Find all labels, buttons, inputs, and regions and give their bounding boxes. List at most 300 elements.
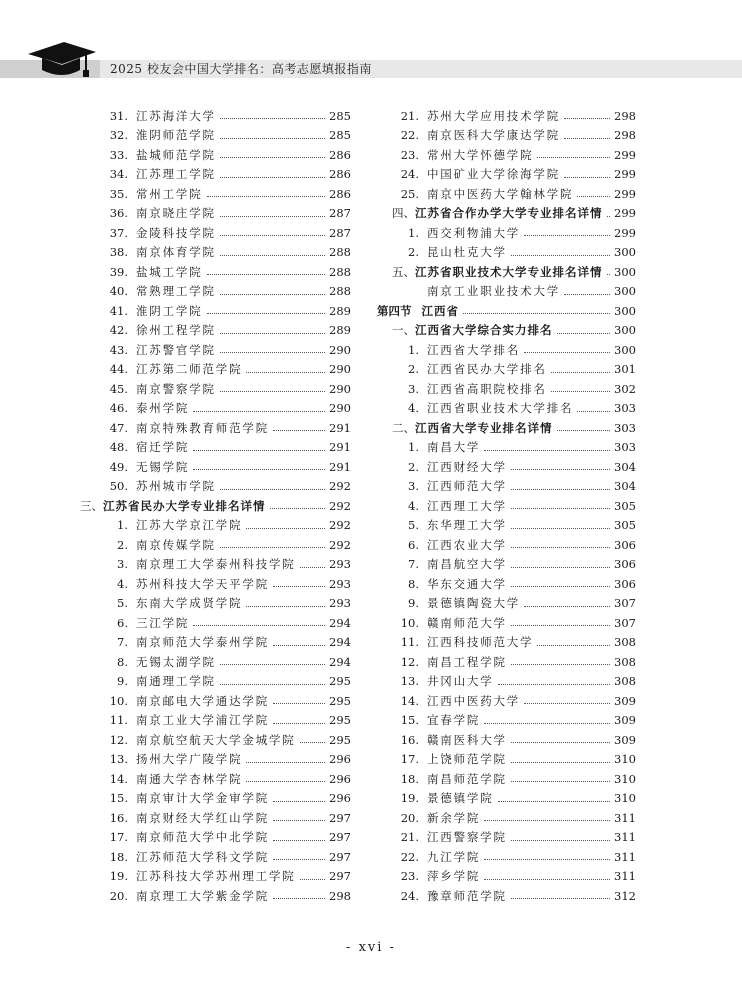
toc-entry[interactable]: [108, 535, 351, 555]
toc-entry-number: 11.: [109, 713, 128, 728]
toc-page-number: 290: [329, 362, 351, 377]
toc-dot-leader: [577, 196, 610, 197]
toc-entry[interactable]: [377, 184, 636, 204]
toc-section-heading[interactable]: [377, 301, 636, 321]
toc-entry[interactable]: [108, 262, 351, 282]
toc-entry-title: 西交利物浦大学: [427, 225, 521, 240]
toc-entry-title: 江西中医药大学: [427, 693, 521, 708]
toc-entry-number: 32.: [109, 128, 128, 143]
toc-dot-leader: [511, 742, 610, 743]
toc-entry[interactable]: [377, 457, 636, 477]
toc-left-column: [80, 106, 351, 906]
toc-entry-title: 南京工业职业技术大学: [427, 284, 560, 299]
toc-dot-leader: [207, 196, 326, 197]
toc-entry[interactable]: [108, 301, 351, 321]
toc-entry-title: 金陵科技学院: [136, 225, 216, 240]
toc-entry[interactable]: [108, 418, 351, 438]
toc-dot-leader: [246, 372, 325, 373]
toc-entry-number: 21.: [400, 108, 419, 123]
toc-entry-title: 江西省大学综合实力排名: [415, 323, 553, 338]
toc-entry-title: 江西省大学专业排名详情: [415, 420, 553, 435]
toc-entry-title: 苏州大学应用技术学院: [427, 108, 560, 123]
toc-entry[interactable]: [377, 555, 636, 575]
toc-entry[interactable]: [108, 555, 351, 575]
toc-entry-title: 新余学院: [427, 810, 481, 825]
toc-entry-title: 南昌师范学院: [427, 771, 507, 786]
toc-dot-leader: [220, 489, 325, 490]
toc-entry-number: 31.: [109, 108, 128, 123]
toc-entry-title: 扬州大学广陵学院: [136, 752, 243, 767]
toc-page-number: 308: [614, 654, 636, 669]
toc-entry[interactable]: [108, 399, 351, 419]
toc-entry-number: 36.: [109, 206, 128, 221]
toc-dot-leader: [300, 567, 325, 568]
toc-dot-leader: [273, 586, 325, 587]
toc-entry-number: 2.: [408, 245, 419, 260]
toc-section-heading[interactable]: [377, 418, 636, 438]
toc-page-number: 292: [329, 537, 351, 552]
toc-page-number: 287: [329, 206, 351, 221]
toc-entry-title: 南京传媒学院: [136, 537, 216, 552]
toc-page-number: 297: [329, 849, 351, 864]
toc-entry-title: 中国矿业大学徐海学院: [427, 167, 560, 182]
toc-entry-number: 24.: [400, 888, 419, 903]
toc-dot-leader: [564, 294, 610, 295]
toc-dot-leader: [273, 859, 325, 860]
toc-entry[interactable]: [108, 613, 351, 633]
toc-dot-leader: [564, 177, 610, 178]
toc-entry-title: 景德镇学院: [427, 791, 494, 806]
toc-entry[interactable]: [377, 828, 636, 848]
toc-page-number: 303: [614, 401, 636, 416]
toc-entry[interactable]: [108, 691, 351, 711]
toc-entry-title: 淮阴工学院: [136, 303, 203, 318]
toc-dot-leader: [246, 781, 325, 782]
toc-page-number: 292: [329, 498, 351, 513]
toc-dot-leader: [484, 879, 610, 880]
toc-entry-number: 3.: [117, 557, 128, 572]
toc-dot-leader: [300, 879, 325, 880]
toc-entry-title: 宜春学院: [427, 713, 481, 728]
toc-entry-title: 无锡太湖学院: [136, 654, 216, 669]
toc-entry[interactable]: [108, 789, 351, 809]
toc-entry[interactable]: [108, 633, 351, 653]
toc-page-number: 309: [614, 713, 636, 728]
toc-entry[interactable]: [377, 789, 636, 809]
toc-entry-number: 35.: [109, 186, 128, 201]
toc-entry[interactable]: [108, 282, 351, 302]
toc-page-number: 295: [329, 732, 351, 747]
toc-entry[interactable]: [377, 438, 636, 458]
toc-entry-title: 江西农业大学: [427, 537, 507, 552]
toc-entry-number: 17.: [400, 752, 419, 767]
toc-entry[interactable]: [108, 711, 351, 731]
toc-entry[interactable]: [377, 106, 636, 126]
toc-entry[interactable]: [377, 516, 636, 536]
toc-dot-leader: [270, 508, 326, 509]
toc-entry-title: 江苏省合作办学大学专业排名详情: [415, 206, 603, 221]
toc-page-number: 297: [329, 810, 351, 825]
toc-entry[interactable]: [377, 223, 636, 243]
toc-page-number: 303: [614, 420, 636, 435]
toc-dot-leader: [220, 138, 325, 139]
toc-dot-leader: [524, 606, 610, 607]
toc-dot-leader: [607, 274, 611, 275]
toc-entry-number: 6.: [117, 615, 128, 630]
toc-entry-title: 南京航空航天大学金城学院: [136, 732, 296, 747]
toc-entry[interactable]: [108, 379, 351, 399]
toc-dot-leader: [511, 469, 610, 470]
toc-entry-number: 23.: [400, 869, 419, 884]
toc-entry[interactable]: [108, 223, 351, 243]
toc-entry-title: 江西省高职院校排名: [427, 381, 547, 396]
toc-entry[interactable]: [377, 847, 636, 867]
toc-dot-leader: [537, 645, 610, 646]
toc-page-number: 296: [329, 791, 351, 806]
toc-page-number: 290: [329, 342, 351, 357]
toc-page-number: 310: [614, 791, 636, 806]
toc-dot-leader: [300, 742, 325, 743]
toc-entry-title: 南京师范大学泰州学院: [136, 635, 269, 650]
toc-entry[interactable]: [108, 477, 351, 497]
toc-entry[interactable]: [108, 750, 351, 770]
toc-section-heading[interactable]: [377, 262, 636, 282]
toc-entry-number: 18.: [400, 771, 419, 786]
toc-entry-title: 泰州学院: [136, 401, 190, 416]
toc-page-number: 296: [329, 771, 351, 786]
toc-entry[interactable]: [377, 535, 636, 555]
toc-dot-leader: [524, 235, 610, 236]
toc-entry-title: 徐州工程学院: [136, 323, 216, 338]
toc-entry[interactable]: [377, 613, 636, 633]
toc-entry-number: 19.: [400, 791, 419, 806]
toc-entry-number: 19.: [109, 869, 128, 884]
toc-entry[interactable]: [377, 340, 636, 360]
toc-entry-title: 无锡学院: [136, 459, 190, 474]
toc-entry[interactable]: [108, 867, 351, 887]
toc-page-number: 311: [614, 810, 636, 825]
toc-dot-leader: [220, 547, 325, 548]
toc-entry[interactable]: [377, 360, 636, 380]
toc-section-heading[interactable]: [377, 204, 636, 224]
toc-dot-leader: [220, 177, 325, 178]
toc-entry[interactable]: [108, 847, 351, 867]
toc-entry[interactable]: [377, 711, 636, 731]
toc-entry-title: 南京警察学院: [136, 381, 216, 396]
toc-entry-number: 13.: [400, 674, 419, 689]
toc-entry[interactable]: [377, 886, 636, 906]
toc-entry-number: 12.: [400, 654, 419, 669]
toc-entry[interactable]: [108, 321, 351, 341]
toc-entry[interactable]: [377, 496, 636, 516]
toc-dot-leader: [498, 801, 611, 802]
toc-entry[interactable]: [377, 672, 636, 692]
toc-entry-number: 20.: [109, 888, 128, 903]
toc-page-number: 294: [329, 635, 351, 650]
toc-dot-leader: [273, 840, 325, 841]
toc-dot-leader: [220, 391, 325, 392]
toc-entry[interactable]: [108, 438, 351, 458]
toc-entry-number: 47.: [109, 420, 128, 435]
toc-page-number: 310: [614, 771, 636, 786]
toc-dot-leader: [220, 664, 325, 665]
toc-entry[interactable]: [377, 126, 636, 146]
toc-page-number: 301: [614, 362, 636, 377]
toc-page-number: 309: [614, 693, 636, 708]
toc-right-column: [377, 106, 636, 906]
toc-dot-leader: [511, 255, 610, 256]
toc-page-number: 299: [614, 225, 636, 240]
toc-entry[interactable]: [377, 574, 636, 594]
toc-entry-title: 江西师范大学: [427, 479, 507, 494]
toc-dot-leader: [273, 820, 325, 821]
toc-entry[interactable]: [377, 145, 636, 165]
toc-entry-number: 一、: [392, 323, 415, 338]
toc-entry-number: 33.: [109, 147, 128, 162]
toc-entry-number: 42.: [109, 323, 128, 338]
toc-entry[interactable]: [377, 165, 636, 185]
toc-dot-leader: [193, 625, 325, 626]
toc-dot-leader: [246, 606, 325, 607]
toc-page-number: 300: [614, 264, 636, 279]
toc-dot-leader: [220, 684, 325, 685]
toc-dot-leader: [511, 664, 610, 665]
toc-entry-title: 江苏大学京江学院: [136, 518, 243, 533]
toc-page-number: 305: [614, 498, 636, 513]
toc-page-number: 297: [329, 830, 351, 845]
toc-entry[interactable]: [377, 379, 636, 399]
toc-entry-number: 2.: [408, 362, 419, 377]
toc-entry[interactable]: [377, 399, 636, 419]
toc-entry-title: 江苏理工学院: [136, 167, 216, 182]
toc-entry[interactable]: [377, 652, 636, 672]
toc-page-number: 289: [329, 303, 351, 318]
toc-entry[interactable]: [377, 633, 636, 653]
toc-entry-number: 44.: [109, 362, 128, 377]
toc-dot-leader: [551, 372, 610, 373]
toc-entry-title: 江西省民办大学排名: [427, 362, 547, 377]
toc-entry-title: 南京理工大学泰州科技学院: [136, 557, 296, 572]
toc-page-number: 307: [614, 596, 636, 611]
toc-entry[interactable]: [108, 769, 351, 789]
toc-page-number: 308: [614, 635, 636, 650]
toc-entry[interactable]: [108, 243, 351, 263]
toc-page-number: 286: [329, 167, 351, 182]
toc-entry-title: 萍乡学院: [427, 869, 481, 884]
toc-entry-number: 16.: [109, 810, 128, 825]
toc-page-number: 300: [614, 323, 636, 338]
toc-entry[interactable]: [108, 106, 351, 126]
toc-page-number: 293: [329, 576, 351, 591]
toc-entry-number: 34.: [109, 167, 128, 182]
toc-dot-leader: [564, 138, 610, 139]
toc-entry-number: 14.: [109, 771, 128, 786]
toc-entry[interactable]: [377, 750, 636, 770]
toc-dot-leader: [273, 703, 325, 704]
toc-entry-title: 九江学院: [427, 849, 481, 864]
toc-entry-number: 2.: [408, 459, 419, 474]
toc-entry-number: 8.: [117, 654, 128, 669]
toc-entry[interactable]: [377, 730, 636, 750]
toc-entry[interactable]: [377, 594, 636, 614]
toc-page-number: 298: [614, 128, 636, 143]
toc-entry-number: 3.: [408, 479, 419, 494]
toc-page-number: 312: [614, 888, 636, 903]
toc-page-number: 292: [329, 518, 351, 533]
toc-page-number: 300: [614, 303, 636, 318]
toc-entry-number: 25.: [400, 186, 419, 201]
toc-dot-leader: [220, 235, 325, 236]
toc-entry-number: 二、: [392, 420, 415, 435]
toc-entry[interactable]: [108, 808, 351, 828]
toc-page-number: 311: [614, 849, 636, 864]
toc-entry[interactable]: [108, 165, 351, 185]
toc-entry-title: 盐城工学院: [136, 264, 203, 279]
toc-entry-title: 东华理工大学: [427, 518, 507, 533]
toc-dot-leader: [273, 801, 325, 802]
toc-page-number: 311: [614, 830, 636, 845]
toc-entry[interactable]: [108, 886, 351, 906]
toc-entry[interactable]: [377, 477, 636, 497]
toc-entry-title: 南通理工学院: [136, 674, 216, 689]
toc-entry-title: 上饶师范学院: [427, 752, 507, 767]
toc-entry[interactable]: [377, 808, 636, 828]
toc-dot-leader: [511, 586, 610, 587]
toc-entry[interactable]: [108, 204, 351, 224]
toc-dot-leader: [273, 645, 325, 646]
toc-entry[interactable]: [108, 145, 351, 165]
toc-entry-number: 46.: [109, 401, 128, 416]
toc-entry-title: 景德镇陶瓷大学: [427, 596, 521, 611]
toc-entry-number: 4.: [408, 498, 419, 513]
toc-page-number: 291: [329, 420, 351, 435]
toc-dot-leader: [511, 547, 610, 548]
toc-entry[interactable]: [108, 828, 351, 848]
toc-dot-leader: [220, 118, 325, 119]
toc-dot-leader: [484, 820, 610, 821]
toc-dot-leader: [273, 898, 325, 899]
toc-entry-number: 21.: [400, 830, 419, 845]
toc-entry[interactable]: [377, 769, 636, 789]
toc-entry-number: 16.: [400, 732, 419, 747]
toc-dot-leader: [246, 762, 325, 763]
toc-dot-leader: [524, 352, 610, 353]
toc-entry-number: 41.: [109, 303, 128, 318]
toc-entry-title: 苏州科技大学天平学院: [136, 576, 269, 591]
toc-entry-title: 华东交通大学: [427, 576, 507, 591]
toc-entry-title: 苏州城市学院: [136, 479, 216, 494]
toc-section-heading[interactable]: [377, 321, 636, 341]
toc-page-number: 308: [614, 674, 636, 689]
toc-entry-number: 40.: [109, 284, 128, 299]
toc-entry-number: 15.: [400, 713, 419, 728]
toc-page-number: 296: [329, 752, 351, 767]
toc-entry-number: 2.: [117, 537, 128, 552]
toc-dot-leader: [511, 625, 610, 626]
toc-dot-leader: [524, 703, 610, 704]
toc-entry[interactable]: [108, 360, 351, 380]
toc-dot-leader: [484, 450, 610, 451]
toc-page-number: 297: [329, 869, 351, 884]
toc-entry[interactable]: [108, 457, 351, 477]
toc-entry-number: 1.: [408, 342, 419, 357]
toc-entry[interactable]: [108, 184, 351, 204]
toc-entry[interactable]: [377, 691, 636, 711]
graduation-cap-icon: [26, 40, 98, 82]
toc-page-number: 294: [329, 654, 351, 669]
toc-dot-leader: [551, 391, 610, 392]
toc-page-number: 305: [614, 518, 636, 533]
toc-entry-title: 江西理工大学: [427, 498, 507, 513]
toc-dot-leader: [273, 723, 325, 724]
toc-entry-number: 23.: [400, 147, 419, 162]
toc-dot-leader: [193, 411, 325, 412]
toc-page-number: 298: [329, 888, 351, 903]
toc-entry-title: 南京医科大学康达学院: [427, 128, 560, 143]
toc-entry[interactable]: [108, 594, 351, 614]
toc-entry-number: 12.: [109, 732, 128, 747]
toc-dot-leader: [511, 528, 610, 529]
toc-dot-leader: [207, 313, 326, 314]
toc-entry-number: 49.: [109, 459, 128, 474]
toc-entry-title: 江苏省民办大学专业排名详情: [103, 498, 266, 513]
toc-entry-title: 南京邮电大学通达学院: [136, 693, 269, 708]
toc-entry-number: 9.: [117, 674, 128, 689]
toc-entry-number: 11.: [400, 635, 419, 650]
toc-entry-number: 7.: [408, 557, 419, 572]
toc-page-number: 309: [614, 732, 636, 747]
toc-page-number: 300: [614, 284, 636, 299]
toc-entry[interactable]: [377, 867, 636, 887]
toc-dot-leader: [511, 840, 610, 841]
toc-entry-number: 四、: [392, 206, 415, 221]
toc-dot-leader: [537, 157, 610, 158]
toc-dot-leader: [220, 294, 325, 295]
toc-page-number: 311: [614, 869, 636, 884]
toc-entry-number: 5.: [117, 596, 128, 611]
toc-page-number: 306: [614, 557, 636, 572]
toc-entry-title: 常州大学怀德学院: [427, 147, 534, 162]
toc-entry-number: 6.: [408, 537, 419, 552]
toc-entry[interactable]: [377, 282, 636, 302]
toc-page-number: 307: [614, 615, 636, 630]
toc-entry-title: 赣南师范大学: [427, 615, 507, 630]
toc-entry-title: 南京特殊教育师范学院: [136, 420, 269, 435]
toc-entry[interactable]: [108, 672, 351, 692]
toc-entry-number: 1.: [408, 225, 419, 240]
toc-page-number: 299: [614, 206, 636, 221]
toc-entry[interactable]: [377, 243, 636, 263]
toc-entry-title: 南京中医药大学翰林学院: [427, 186, 574, 201]
toc-entry-title: 南京晓庄学院: [136, 206, 216, 221]
toc-entry[interactable]: [108, 652, 351, 672]
toc-entry-title: 江西省职业技术大学排名: [427, 401, 574, 416]
toc-entry[interactable]: [108, 574, 351, 594]
toc-entry-number: 三、: [80, 498, 103, 513]
toc-entry[interactable]: [108, 126, 351, 146]
toc-page-number: 300: [614, 245, 636, 260]
toc-dot-leader: [498, 684, 611, 685]
toc-entry[interactable]: [108, 516, 351, 536]
toc-dot-leader: [564, 118, 610, 119]
toc-entry-title: 江西财经大学: [427, 459, 507, 474]
toc-section-heading[interactable]: [80, 496, 351, 516]
toc-dot-leader: [484, 723, 610, 724]
toc-dot-leader: [511, 781, 610, 782]
toc-entry[interactable]: [108, 340, 351, 360]
toc-entry-title: 南京理工大学紫金学院: [136, 888, 269, 903]
toc-entry[interactable]: [108, 730, 351, 750]
